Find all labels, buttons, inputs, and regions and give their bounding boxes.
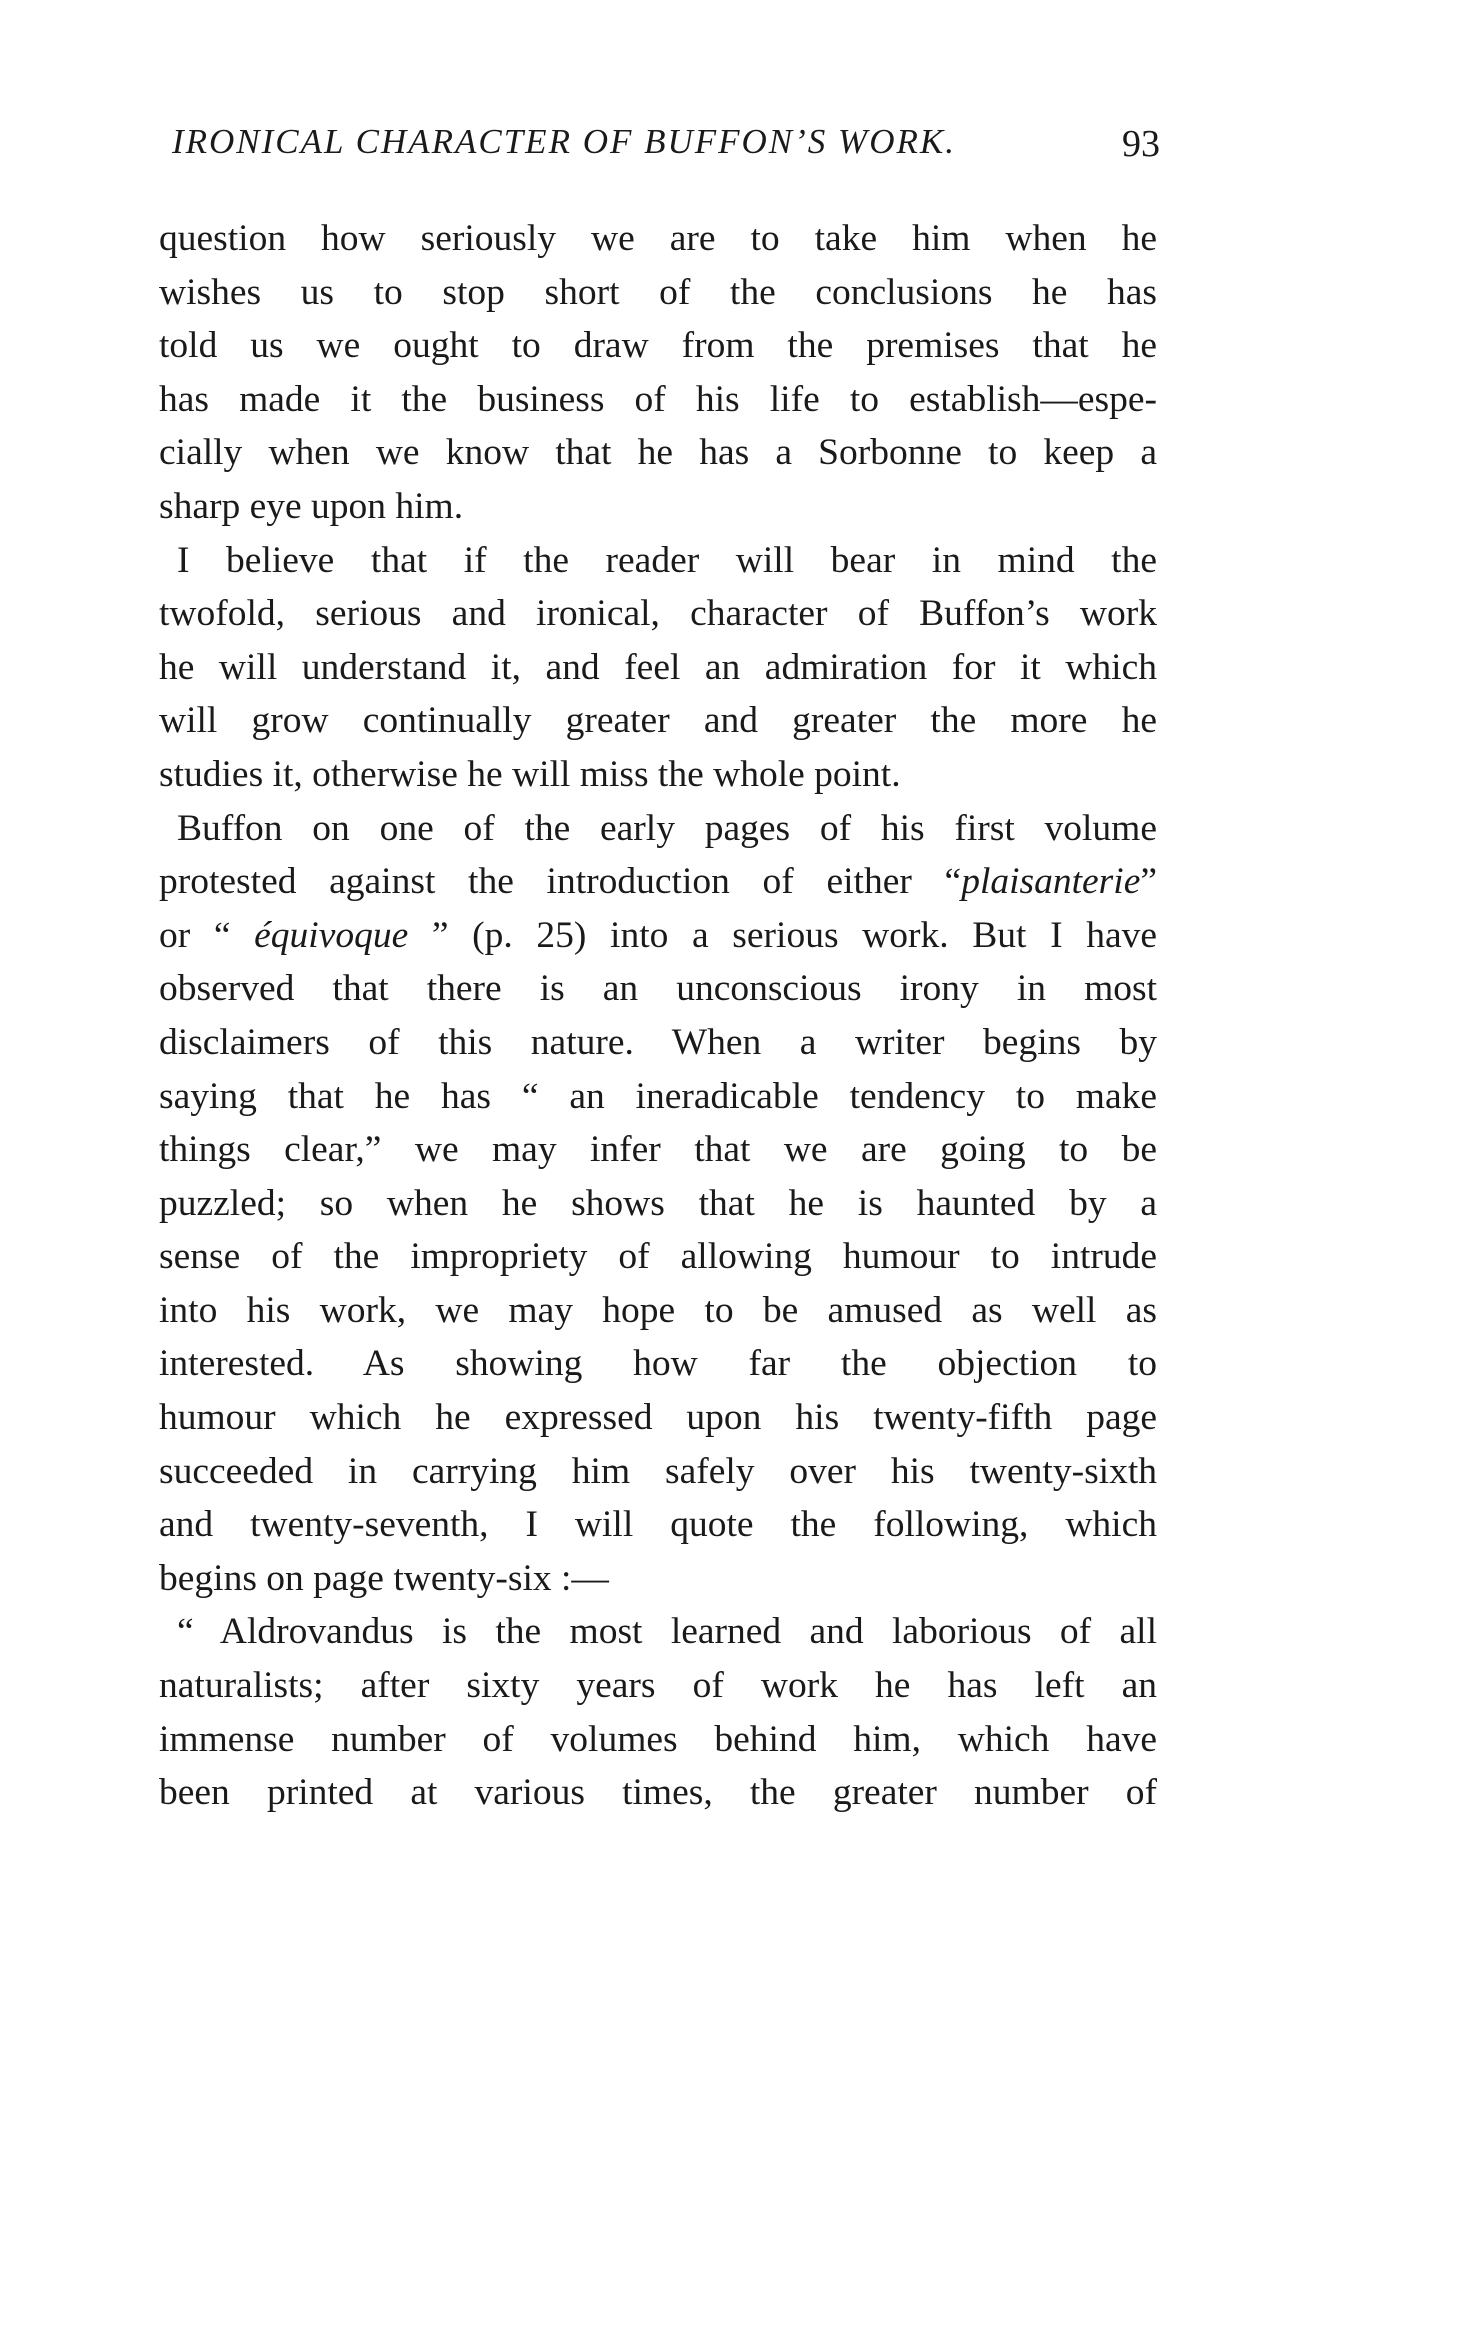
running-title: IRONICAL CHARACTER OF BUFFON’S WORK.	[172, 122, 956, 161]
text-line: question how seriously we are to take him when he	[159, 218, 1157, 259]
text-line	[159, 855, 1157, 909]
text-line: and twenty-seventh, I will quote the following, which	[159, 1504, 1157, 1546]
running-header	[172, 122, 1160, 172]
text-segment: ”	[1140, 861, 1157, 903]
text-line: studies it, otherwise he will miss the whole point.	[159, 753, 901, 795]
text-line: sharp eye upon him.	[159, 485, 464, 527]
text-line: “ Aldrovandus is the most learned and laborious of all	[177, 1611, 1157, 1653]
text-line: puzzled; so when he shows that he is haunted by a	[159, 1182, 1157, 1224]
text-line: he will understand it, and feel an admiration for it which	[159, 646, 1157, 688]
text-line: cially when we know that he has a Sorbonne to keep a	[159, 432, 1157, 474]
text-line: into his work, we may hope to be amused as well as	[159, 1289, 1157, 1331]
text-line: interested. As showing how far the objection to	[159, 1343, 1157, 1385]
text-line: begins on page twenty-six :—	[159, 1557, 609, 1599]
text-line: immense number of volumes behind him, which have	[159, 1718, 1157, 1760]
text-line: naturalists; after sixty years of work he has left an	[159, 1665, 1157, 1707]
text-line: twofold, serious and ironical, character of Buffon’s work	[159, 593, 1157, 635]
text-segment: ” (p. 25) into a serious work. But I have	[408, 914, 1157, 956]
page-number: 93	[1122, 123, 1160, 165]
text-line: sense of the impropriety of allowing humour to intrude	[159, 1236, 1157, 1278]
body-text	[159, 212, 1157, 1820]
text-line	[159, 909, 1157, 963]
text-line: disclaimers of this nature. When a writer begins by	[159, 1021, 1157, 1063]
text-line: saying that he has “ an ineradicable tendency to make	[159, 1075, 1157, 1117]
text-line: Buffon on one of the early pages of his first volume	[177, 807, 1157, 849]
text-line: succeeded in carrying him safely over his twenty-sixth	[159, 1450, 1157, 1492]
text-line: humour which he expressed upon his twenty-fifth page	[159, 1397, 1157, 1439]
text-line: told us we ought to draw from the premises that he	[159, 325, 1157, 367]
text-line: observed that there is an unconscious irony in most	[159, 968, 1157, 1010]
text-line: I believe that if the reader will bear in mind the	[177, 539, 1157, 581]
text-line: things clear,” we may infer that we are going to be	[159, 1129, 1157, 1171]
italic-term: équivoque	[254, 914, 409, 956]
text-segment: or “	[159, 914, 255, 956]
text-line: has made it the business of his life to establish—espe-	[159, 378, 1157, 420]
text-segment: protested against the introduction of either “	[159, 861, 962, 903]
text-line: wishes us to stop short of the conclusions he has	[159, 271, 1157, 313]
text-line: been printed at various times, the greater number of	[159, 1772, 1157, 1814]
text-line: will grow continually greater and greater the more he	[159, 700, 1157, 742]
italic-term: plaisanterie	[961, 861, 1141, 903]
